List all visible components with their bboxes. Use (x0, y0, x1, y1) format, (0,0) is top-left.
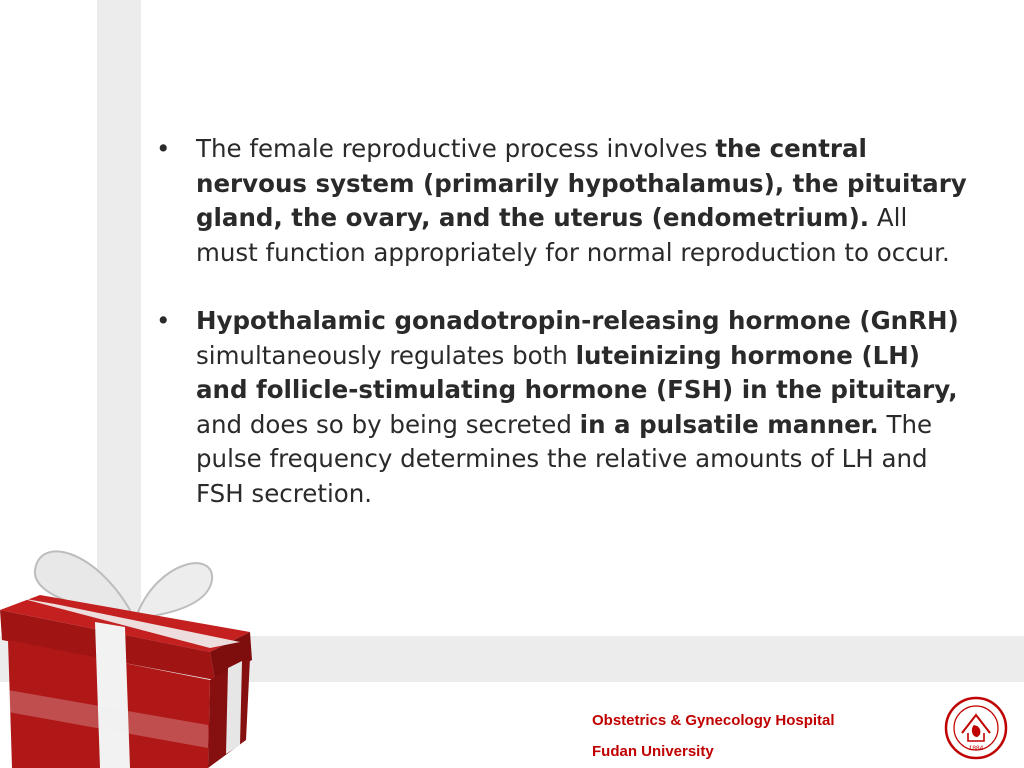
content-body (156, 132, 971, 545)
text-segment: All must function appropriately for normal reproduction to occur. (196, 203, 950, 267)
text-segment: The pulse frequency determines the relative amounts of LH and FSH secretion. (196, 409, 933, 508)
hospital-seal-icon (944, 695, 1008, 761)
footer-university-name: Fudan University (592, 743, 714, 760)
logo-year: 1884 (968, 745, 984, 752)
bullet-item-2 (156, 304, 971, 511)
footer-hospital-name: Obstetrics & Gynecology Hospital (592, 712, 835, 729)
text-segment: and does so by being secreted (196, 409, 580, 439)
text-segment: simultaneously regulates both (196, 340, 576, 370)
gift-box-icon (0, 540, 270, 768)
bullet-text (196, 134, 967, 267)
text-segment-bold: Hypothalamic gonadotropin-releasing hormone (GnRH) (196, 306, 959, 335)
text-segment-bold: luteinizing hormone (LH) and follicle-stimulating hormone (FSH) in the pituitary, (196, 340, 958, 404)
bullet-marker: • (156, 134, 171, 163)
bullet-text (196, 306, 959, 508)
bullet-item-1 (156, 132, 971, 270)
text-segment-bold: the central nervous system (primarily hypothalamus), the pituitary gland, the ovary, and the uterus (endometrium). (196, 134, 967, 232)
text-segment: The female reproductive process involves (196, 134, 716, 163)
bullet-marker: • (156, 306, 171, 335)
text-segment-bold: in a pulsatile manner. (579, 409, 879, 439)
